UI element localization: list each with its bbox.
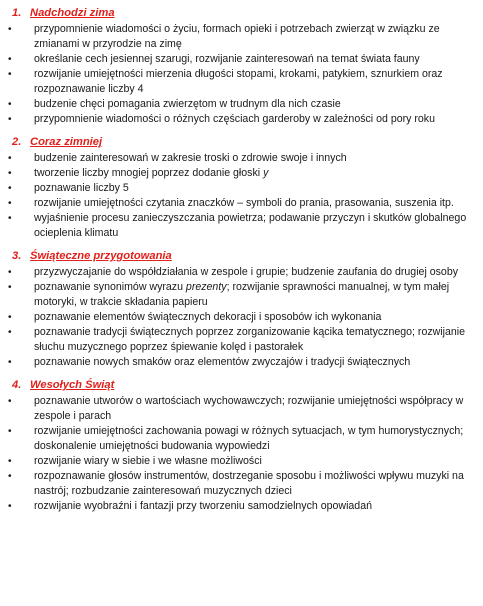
list-item-text: rozwijanie umiejętności zachowania powagi w różnych sytuacjach, w tym humorystycznych; doskonalenie umiejętności budowania wypowiedzi <box>34 425 464 452</box>
list-item-text: poznawanie synonimów wyrazu prezenty; rozwijanie sprawności manualnej, w tym małej motoryki, w trakcie składania papieru <box>34 281 450 308</box>
list-item-text: rozwijanie umiejętności czytania znaczków – symboli do prania, prasowania, suszenia itp. <box>34 197 454 209</box>
list-item-text: poznawanie liczby 5 <box>34 182 129 194</box>
bullet-icon: • <box>8 357 12 368</box>
list-item-text: rozpoznawanie głosów instrumentów, dostrzeganie sposobu i możliwości wpływu muzyki na nastrój; rozbudzanie zainteresowań muzycznych dzieci <box>34 470 464 497</box>
list-item-text: przypomnienie wiadomości o życiu, formach opieki i potrzebach zwierząt w związku ze zmianami w przyrodzie na zimę <box>34 23 440 50</box>
bullet-icon: • <box>8 24 12 35</box>
bullet-icon: • <box>8 54 12 65</box>
list-item <box>8 499 475 514</box>
list-item-text: poznawanie tradycji świątecznych poprzez zorganizowanie kącika tematycznego; rozwijanie słuchu muzycznego poprzez śpiewanie kolęd i pastorałek <box>34 326 466 353</box>
list-item <box>8 355 475 370</box>
list-item-text: poznawanie elementów świątecznych dekoracji i sposobów ich wykonania <box>34 311 382 323</box>
list-item <box>8 211 475 241</box>
list-item <box>8 454 475 469</box>
list-item <box>8 97 475 112</box>
section-heading <box>8 378 475 393</box>
list-item <box>8 265 475 280</box>
italic-term: prezenty <box>185 281 227 293</box>
list-item <box>8 67 475 97</box>
bullet-icon: • <box>8 153 12 164</box>
section-title: Nadchodzi zima <box>30 7 115 19</box>
list-item <box>8 196 475 211</box>
list-item-text: budzenie chęci pomagania zwierzętom w trudnym dla nich czasie <box>34 98 341 110</box>
list-item-text: budzenie zainteresowań w zakresie troski o zdrowie swoje i innych <box>34 152 347 164</box>
list-item-text: tworzenie liczby mnogiej poprzez dodanie głoski y <box>34 167 269 179</box>
list-item <box>8 310 475 325</box>
list-item <box>8 151 475 166</box>
section-number: 1. <box>12 7 22 19</box>
bullet-icon: • <box>8 327 12 338</box>
bullet-icon: • <box>8 267 12 278</box>
list-item <box>8 112 475 127</box>
bullet-list <box>8 22 475 127</box>
italic-term: y <box>263 167 269 179</box>
list-item-text: poznawanie utworów o wartościach wychowawczych; rozwijanie umiejętności współpracy w zespole i parach <box>34 395 464 422</box>
bullet-icon: • <box>8 396 12 407</box>
section-heading <box>8 249 475 264</box>
bullet-icon: • <box>8 183 12 194</box>
section-1 <box>8 6 475 127</box>
bullet-list <box>8 151 475 241</box>
section-3 <box>8 249 475 370</box>
bullet-icon: • <box>8 312 12 323</box>
list-item <box>8 394 475 424</box>
bullet-icon: • <box>8 426 12 437</box>
bullet-icon: • <box>8 99 12 110</box>
list-item-text: przyzwyczajanie do współdziałania w zespole i grupie; budzenie zaufania do drugiej osoby <box>34 266 459 278</box>
bullet-icon: • <box>8 114 12 125</box>
bullet-icon: • <box>8 69 12 80</box>
list-item-text: określanie cech jesiennej szarugi, rozwijanie zainteresowań na temat świata fauny <box>34 53 420 65</box>
section-title: Świąteczne przygotowania <box>30 250 172 262</box>
bullet-list <box>8 394 475 514</box>
section-heading <box>8 6 475 21</box>
bullet-icon: • <box>8 501 12 512</box>
list-item-text: rozwijanie umiejętności mierzenia długości stopami, krokami, patykiem, sznurkiem oraz rozpoznawanie liczby 4 <box>34 68 443 95</box>
section-number: 4. <box>12 379 22 391</box>
list-item <box>8 52 475 67</box>
section-title: Wesołych Świąt <box>30 379 115 391</box>
section-2 <box>8 135 475 241</box>
bullet-icon: • <box>8 198 12 209</box>
list-item-text: rozwijanie wiary w siebie i we własne możliwości <box>34 455 262 467</box>
section-title: Coraz zimniej <box>30 136 103 148</box>
list-item <box>8 166 475 181</box>
section-number: 2. <box>12 136 22 148</box>
bullet-icon: • <box>8 213 12 224</box>
section-heading <box>8 135 475 150</box>
bullet-icon: • <box>8 168 12 179</box>
bullet-icon: • <box>8 282 12 293</box>
list-item <box>8 424 475 454</box>
list-item <box>8 181 475 196</box>
list-item-text: przypomnienie wiadomości o różnych częściach garderoby w zależności od pory roku <box>34 113 435 125</box>
list-item <box>8 325 475 355</box>
section-4 <box>8 378 475 514</box>
list-item-text: poznawanie nowych smaków oraz elementów zwyczajów i tradycji świątecznych <box>34 356 411 368</box>
bullet-icon: • <box>8 456 12 467</box>
list-item-text: rozwijanie wyobraźni i fantazji przy tworzeniu samodzielnych opowiadań <box>34 500 372 512</box>
list-item-text: wyjaśnienie procesu zanieczyszczania powietrza; podawanie przyczyn i skutków globalnego ocieplenia klimatu <box>34 212 467 239</box>
list-item <box>8 280 475 310</box>
section-number: 3. <box>12 250 22 262</box>
bullet-list <box>8 265 475 370</box>
bullet-icon: • <box>8 471 12 482</box>
list-item <box>8 22 475 52</box>
list-item <box>8 469 475 499</box>
